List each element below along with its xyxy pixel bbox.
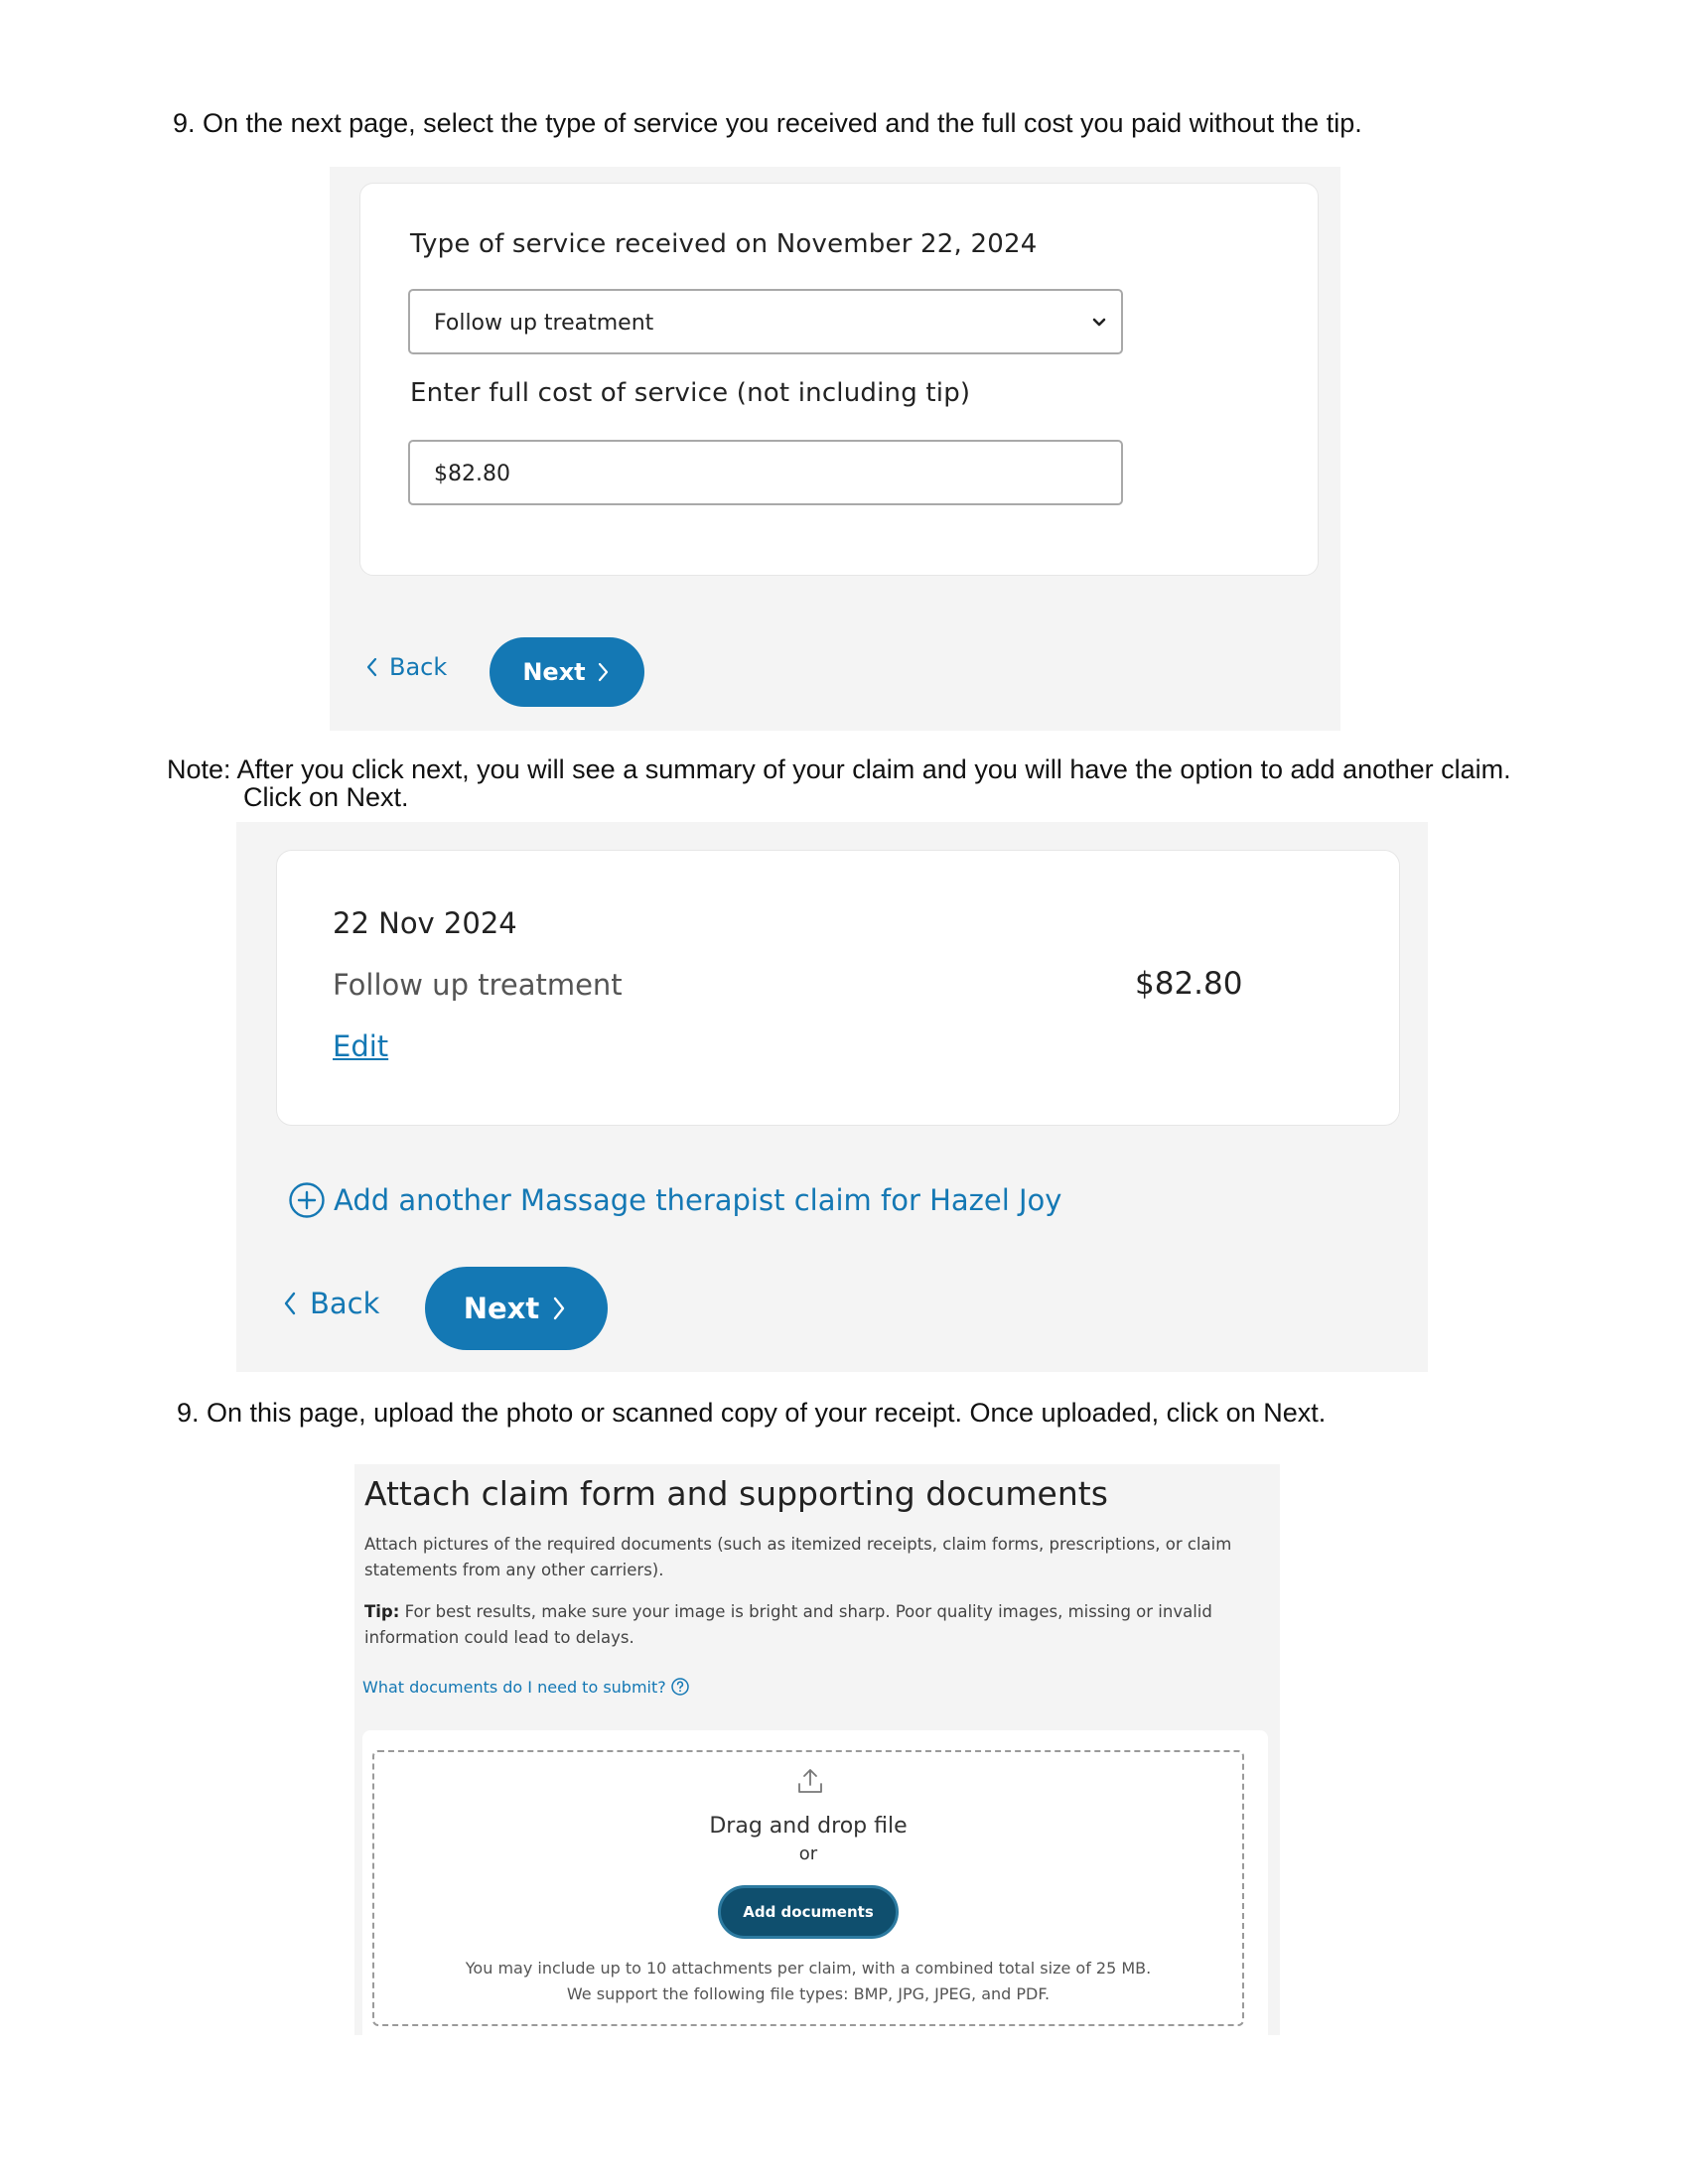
add-documents-button[interactable]: Add documents <box>718 1885 899 1939</box>
service-form-card <box>359 183 1319 576</box>
chevron-left-icon <box>280 1290 300 1317</box>
note-summary-line2: Click on Next. <box>243 782 409 812</box>
file-types-text: We support the following file types: BMP, JPG, JPEG, and PDF. <box>566 1984 1051 2003</box>
back-button-label: Back <box>310 1287 380 1320</box>
service-cost-label: Enter full cost of service (not including tip) <box>410 378 971 408</box>
add-another-claim-label: Add another Massage therapist claim for Hazel Joy <box>334 1183 1062 1217</box>
tip-text: For best results, make sure your image is bright and sharp. Poor quality images, missing or invalid information could lead to delays. <box>364 1602 1212 1647</box>
drop-zone[interactable] <box>372 1750 1244 2026</box>
instruction-step-9-upload: 9. On this page, upload the photo or scanned copy of your receipt. Once uploaded, click on Next. <box>177 1398 1327 1428</box>
claim-amount: $82.80 <box>1135 966 1243 1002</box>
next-button-label: Next <box>522 658 586 686</box>
documents-help-link[interactable] <box>362 1677 690 1697</box>
back-button-label: Back <box>389 653 448 681</box>
claim-summary-screenshot <box>236 822 1428 1372</box>
service-cost-input[interactable] <box>408 440 1123 505</box>
back-button[interactable] <box>363 653 447 681</box>
service-cost-value: $82.80 <box>434 462 510 486</box>
help-circle-icon <box>670 1677 690 1697</box>
service-type-label: Type of service received on November 22, 2024 <box>410 229 1038 259</box>
chevron-right-icon <box>594 660 612 684</box>
add-another-claim-link[interactable] <box>288 1181 1061 1219</box>
next-button-label: Next <box>463 1292 540 1325</box>
claim-date: 22 Nov 2024 <box>333 906 517 940</box>
attachment-limit-text: You may include up to 10 attachments per claim, with a combined total size of 25 MB. <box>465 1959 1152 1978</box>
plus-circle-icon <box>288 1181 326 1219</box>
service-form-screenshot <box>330 167 1340 731</box>
edit-link[interactable]: Edit <box>333 1029 389 1063</box>
chevron-down-icon <box>1089 313 1109 333</box>
attach-title: Attach claim form and supporting documents <box>364 1474 1108 1513</box>
attach-description: Attach pictures of the required documents (such as itemized receipts, claim forms, prescriptions, or claim statements from any other carriers). <box>364 1535 1232 1579</box>
service-type-value: Follow up treatment <box>434 311 654 336</box>
back-button[interactable] <box>280 1287 379 1320</box>
attach-documents-screenshot <box>354 1464 1280 2035</box>
claim-summary-card <box>276 850 1400 1126</box>
next-button[interactable] <box>425 1267 608 1350</box>
documents-help-label: What documents do I need to submit? <box>362 1677 666 1697</box>
drag-drop-text: Drag and drop file <box>709 1814 908 1839</box>
or-text: or <box>798 1843 818 1864</box>
next-button[interactable] <box>490 637 644 707</box>
upload-icon <box>796 1766 824 1796</box>
chevron-right-icon <box>549 1295 569 1322</box>
note-summary-line1: Note: After you click next, you will see a summary of your claim and you will have the option to add another claim. <box>167 754 1511 784</box>
instruction-step-9-service: 9. On the next page, select the type of service you received and the full cost you paid without the tip. <box>173 108 1362 138</box>
chevron-left-icon <box>363 655 381 679</box>
attach-tip <box>364 1599 1258 1651</box>
tip-label: Tip: <box>364 1602 400 1621</box>
service-type-select[interactable] <box>408 289 1123 354</box>
claim-service: Follow up treatment <box>333 968 623 1002</box>
